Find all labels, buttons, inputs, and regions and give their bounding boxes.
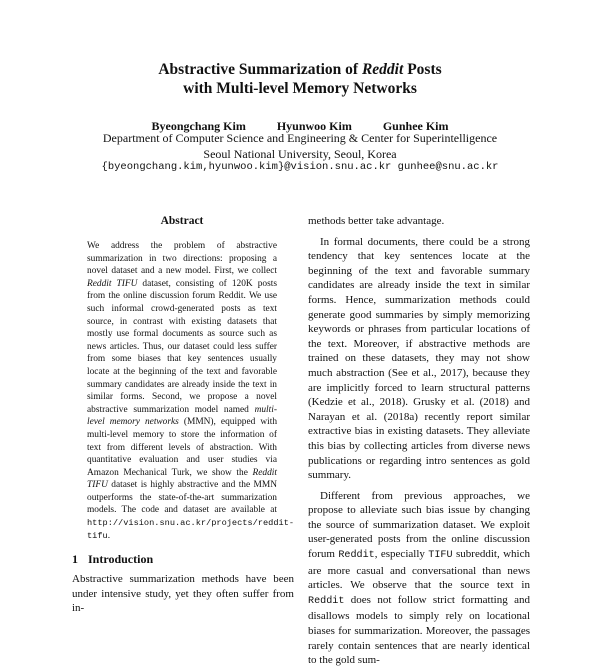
paper-title	[0, 60, 600, 98]
right-paragraph-2: Different from previous approaches, we propose to alleviate such bias issue by changing the source of summarization dataset. We exploit user-generated posts from the online discussion forum Reddit, especially TIFU subreddit, which are more casual and conversational than news articles. We observe that the source text in Reddit does not follow strict formatting and disallows models to simply rely on locational biases for summarization. Moreover, the passages rarely contain sentences that are nearly identical to the gold sum-	[308, 489, 530, 667]
section-heading-introduction	[72, 552, 153, 567]
introduction-text	[72, 572, 294, 616]
right-paragraph-1: In formal documents, there could be a strong tendency that key sentences locate at the beginning of the text and favorable summary candidates are already inside the text in similar forms. Hence, summarization methods could generate good summaries by simply memorizing keywords or phrases from particular locations of the text. Moreover, if abstractive methods are trained on these datasets, they may not show much abstraction (See et al., 2017), because they are implicitly forced to learn structural patterns (Kedzie et al., 2018). Grusky et al. (2018) and Narayan et al. (2018a) recently report similar extractive bias in existing datasets. They alleviate this bias by collecting articles from diverse news publications or regarding intro sentences as gold summary.	[308, 235, 530, 482]
author-1: Byeongchang Kim	[151, 119, 246, 133]
title-line-2: with Multi-level Memory Networks	[183, 80, 417, 97]
affiliation-line-2: Seoul National University, Seoul, Korea	[203, 147, 397, 161]
right-paragraph-0: methods better take advantage.	[308, 215, 445, 227]
title-italic: Reddit	[361, 61, 404, 78]
affiliation	[0, 130, 600, 162]
introduction-paragraph: Abstractive summarization methods have been under intensive study, yet they often suffer from in-	[72, 573, 294, 614]
abstract-section	[87, 214, 295, 542]
section-title: Introduction	[88, 552, 154, 566]
abstract-heading: Abstract	[160, 215, 204, 227]
author-2: Hyunwoo Kim	[276, 119, 352, 133]
section-number: 1	[72, 552, 78, 566]
abstract-body: We address the problem of abstractive summarization in two directions: proposing a novel dataset and a new model. First, we collect Reddit TIFU dataset, consisting of 120K posts from the online discussion forum Reddit. We use such informal crowd-generated posts as text source, in contrast with existing datasets that mostly use formal documents as source such as news articles. Thus, our dataset could less suffer from some biases that key sentences usually locate at the beginning of the text and favorable summary candidates are already inside the text in similar forms. Second, we propose a novel abstractive summarization model named multi-level memory networks (MMN), equipped with multi-level memory to store the information of text from different levels of abstraction. With quantitative evaluation and user studies via Amazon Mechanical Turk, we show the Reddit TIFU dataset is highly abstractive and the MMN outperforms the state-of-the-art summarization models. The code and dataset are available at http://vision.snu.ac.kr/projects/reddit-tifu.	[87, 241, 295, 541]
dataset-link[interactable]: http://vision.snu.ac.kr/projects/reddit-tifu	[87, 518, 295, 541]
title-line-1: Abstractive Summarization of Reddit Posts	[158, 61, 442, 78]
email-addresses: {byeongchang.kim,hyunwoo.kim}@vision.snu.ac.kr gunhee@snu.ac.kr	[101, 161, 499, 173]
author-3: Gunhee Kim	[382, 119, 449, 133]
affiliation-line-1: Department of Computer Science and Engineering & Center for Superintelligence	[102, 131, 498, 145]
